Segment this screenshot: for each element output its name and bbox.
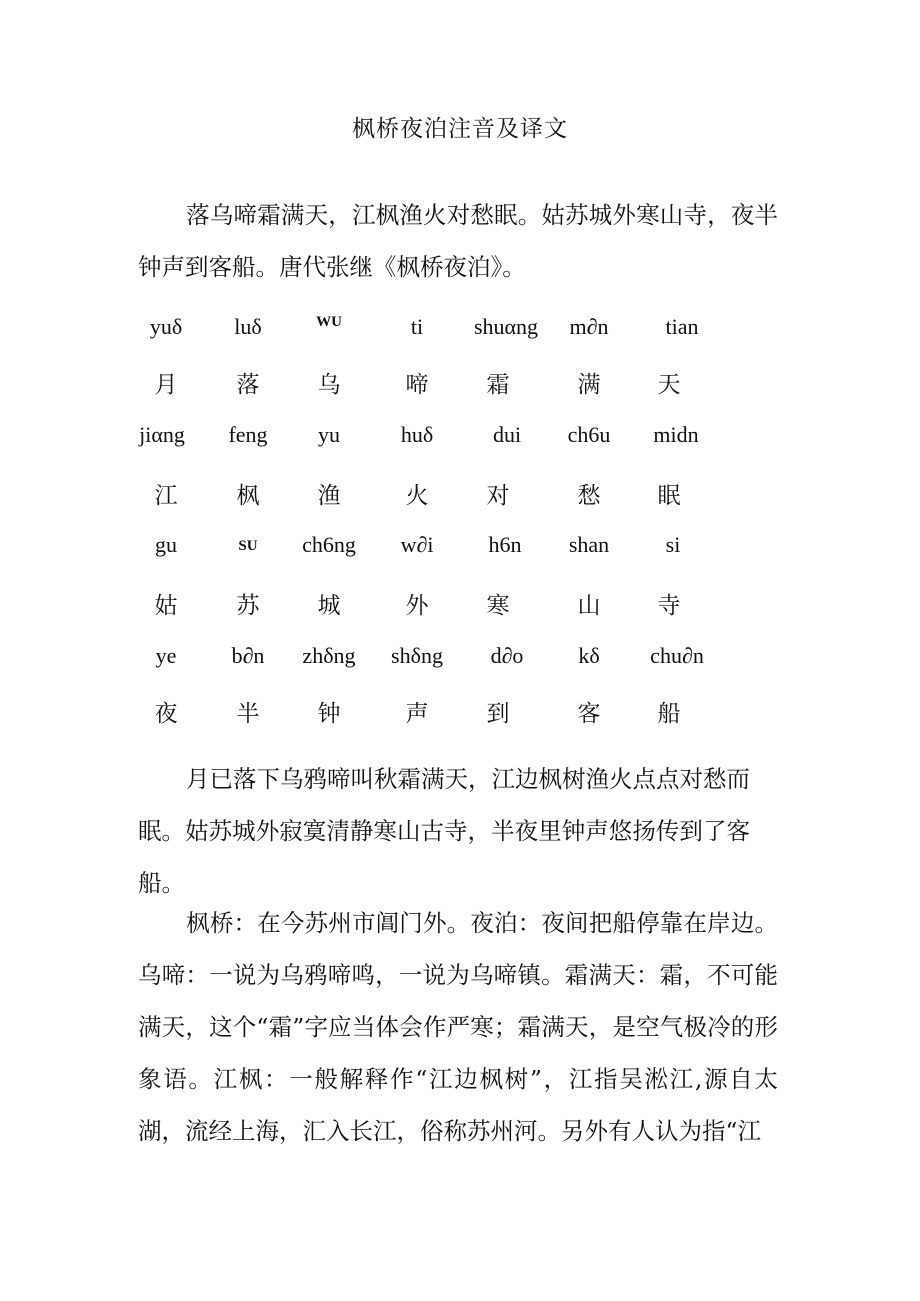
hanzi-character: 火: [405, 483, 429, 509]
hanzi-character: 对: [486, 483, 510, 509]
pinyin-syllable: ye: [155, 643, 177, 668]
hanzi-character: 钟: [317, 701, 341, 727]
hanzi-character: 寺: [657, 593, 681, 619]
pinyin-syllable: yuδ: [149, 314, 183, 339]
pinyin-syllable: kδ: [578, 643, 600, 668]
hanzi-character: 乌: [317, 372, 341, 398]
pinyin-syllable: midn: [653, 422, 699, 447]
pinyin-syllable: si: [665, 532, 681, 557]
pinyin-syllable: luδ: [234, 314, 262, 339]
hanzi-character: 声: [405, 701, 429, 727]
hanzi-character: 客: [577, 701, 601, 727]
hanzi-character: 姑: [154, 593, 178, 619]
hanzi-character: 枫: [236, 483, 260, 509]
pinyin-syllable: yu: [318, 422, 340, 447]
pinyin-syllable: shan: [568, 532, 610, 557]
pinyin-syllable: ch6u: [567, 422, 611, 447]
hanzi-character: 江: [154, 483, 178, 509]
pinyin-syllable: tian: [665, 314, 699, 339]
pinyin-syllable: dui: [492, 422, 522, 447]
pinyin-syllable: huδ: [400, 422, 434, 447]
hanzi-character: 山: [577, 593, 601, 619]
hanzi-character: 船: [657, 701, 681, 727]
pinyin-syllable: ch6ng: [302, 532, 356, 557]
pinyin-syllable: d∂o: [490, 643, 524, 668]
hanzi-character: 渔: [317, 483, 341, 509]
hanzi-character: 天: [657, 372, 681, 398]
pinyin-syllable: feng: [228, 422, 268, 447]
hanzi-character: 夜: [154, 701, 178, 727]
hanzi-character: 月: [154, 372, 178, 398]
pinyin-syllable: b∂n: [231, 643, 265, 668]
hanzi-character: 半: [236, 701, 260, 727]
pinyin-syllable: m∂n: [569, 314, 609, 339]
translation-paragraph: [138, 753, 750, 909]
pinyin-syllable: ti: [410, 314, 424, 339]
translation-text: 月已落下乌鸦啼叫秋霜满天，江边枫树渔火点点对愁而眠。姑苏城外寂寞清静寒山古寺，半夜里钟声悠扬传到了客船。: [138, 765, 750, 897]
pinyin-syllable: jiαng: [139, 422, 185, 447]
notes-text: 枫桥：在今苏州市阊门外。夜泊：夜间把船停靠在岸边。乌啼：一说为乌鸦啼鸣，一说为乌啼镇。霜满天：霜，不可能满天，这个“霜”字应当体会作严寒；霜满天，是空气极冷的形象语。江枫：一般解释作“江边枫树”，江指吴淞江,源自太湖，流经上海，汇入长江，俗称苏州河。另外有人认为指“江: [138, 909, 778, 1145]
hanzi-character: 啼: [405, 372, 429, 398]
pinyin-syllable: chu∂n: [650, 643, 704, 668]
pinyin-syllable: w∂i: [400, 532, 434, 557]
page-title: 枫桥夜泊注音及译文: [352, 116, 568, 142]
pinyin-syllable: shδng: [391, 643, 443, 668]
hanzi-character: 寒: [486, 593, 510, 619]
hanzi-character: 霜: [486, 372, 510, 398]
pinyin-syllable: SU: [238, 538, 258, 554]
pinyin-syllable: h6n: [488, 532, 522, 557]
hanzi-character: 到: [486, 701, 510, 727]
hanzi-character: 眠: [657, 483, 681, 509]
hanzi-character: 落: [236, 372, 260, 398]
hanzi-character: 外: [405, 593, 429, 619]
pinyin-syllable: shuαng: [473, 314, 539, 339]
notes-paragraph: [138, 897, 778, 1157]
hanzi-character: 城: [317, 593, 341, 619]
hanzi-character: 满: [577, 372, 601, 398]
poem-paragraph: [138, 189, 778, 293]
poem-text: 落乌啼霜满天，江枫渔火对愁眠。姑苏城外寒山寺，夜半钟声到客船。唐代张继《枫桥夜泊》。: [138, 201, 778, 281]
pinyin-syllable: WU: [316, 314, 342, 330]
hanzi-character: 愁: [577, 483, 601, 509]
hanzi-character: 苏: [236, 593, 260, 619]
pinyin-syllable: gu: [155, 532, 177, 557]
pinyin-syllable: zhδng: [302, 643, 356, 668]
